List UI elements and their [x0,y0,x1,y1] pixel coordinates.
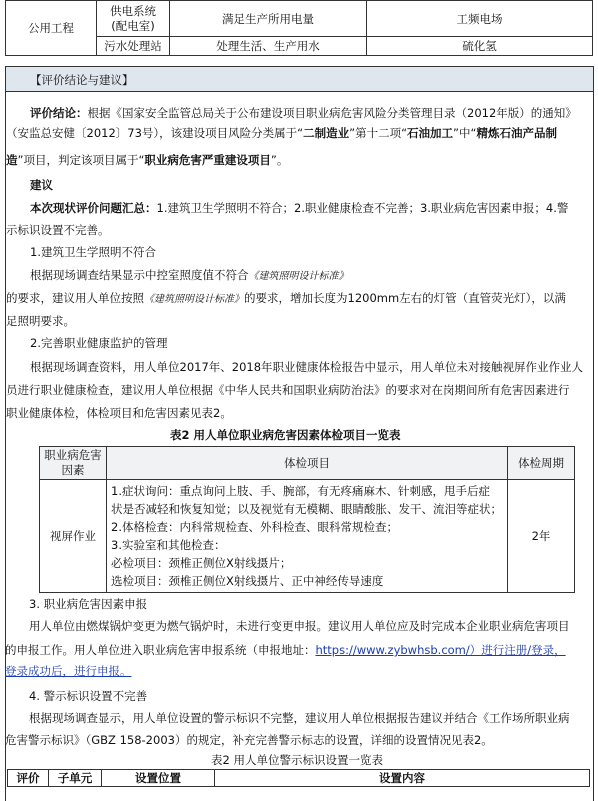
conclusion-line-3: 造”项目，判定该项目属于“职业病危害严重建设项目”。 [6,153,289,167]
item1-line-3: 足照明要求。 [6,314,75,328]
health-check-table [39,446,575,593]
item2-title: 2.完善职业健康监护的管理 [30,336,168,350]
conclusion-line-2: （安监总安健〔2012〕73号），该建设项目风险分类属于“二制造业”第十二项“石油加工”中“精炼石油产品制 [6,126,557,140]
advice-heading: 建议 [30,178,53,192]
item3-title: 3. 职业病危害因素申报 [29,597,148,611]
item1-line-2: 的要求，建议用人单位按照《建筑照明设计标准》的要求，增加长度为1200mm左右的灯管（直管荧光灯），以满 [6,291,566,305]
items-cell: 1.症状询问：重点询问上肢、手、腕部，有无疼痛麻木、针刺感，甩手后症 状是否减轻和恢复知觉；以及视觉有无模糊、眼睛酸胀、发干、流泪等症状； 2.体格检查：内科常规检查、外科检查、眼科常规检查； 3.实验室和其他检查： 必检项目：颈椎正侧位X射线摄片； 选检项目：颈椎正侧位X射线摄片、正中神经传导速度 [107,480,508,593]
category-cell: 公用工程 [6,1,97,56]
purpose-cell: 处理生活、生产用水 [170,37,367,56]
purpose-cell: 满足生产所用电量 [170,1,367,37]
item3-line-1: 用人单位由燃煤锅炉变更为燃气锅炉时，未进行变更申报。建议用人单位应及时完成本企业职业病危害项目 [29,619,570,633]
hazard-cell: 硫化氢 [367,37,593,56]
cycle-cell: 2年 [508,480,575,593]
header-content: 设置内容 [215,770,590,787]
header-subunit: 子单元 [49,770,102,787]
item4-title: 4. 警示标识设置不完善 [29,689,148,703]
equipment-table [5,0,593,56]
item2-line-2: 员进行职业健康检查，建议用人单位根据《中华人民共和国职业病防治法》的要求对在岗期间所有危害因素进行 [6,383,570,397]
header-items: 体检项目 [107,447,508,480]
item4-line-1: 根据现场调查显示，用人单位设置的警示标识不完整，建议用人单位根据报告建议并结合《工作场所职业病 [29,711,570,725]
item1-line-1: 根据现场调查结果显示中控室照度值不符合《建筑照明设计标准》 [30,268,349,282]
factor-cell: 视屏作业 [40,480,107,593]
item2-line-3: 职业健康体检，体检项目和危害因素见表2。 [6,406,232,420]
header-cycle: 体检周期 [508,447,575,480]
item2-line-1: 根据现场调查资料，用人单位2017年、2018年职业健康体检报告中显示，用人单位未对接触视屏作业作业人 [30,360,584,374]
document-page [5,0,593,800]
hazard-cell: 工频电场 [367,1,593,37]
conclusion-line-1: 评价结论：根据《国家安全监管总局关于公布建设项目职业病危害风险分类管理目录（2012年版）的通知》 [30,106,577,120]
summary-line-1: 本次现状评价问题汇总：1.建筑卫生学照明不符合；2.职业健康检查不完善；3.职业病危害因素申报；4.警 [30,201,569,215]
table3-caption: 表2 用人单位警示标识设置一览表 [211,753,383,767]
item4-line-2: 危害警示标识》（GBZ 158-2003）的规定，补充完善警示标志的设置，详细的设置情况见表2。 [5,733,493,747]
table2-caption: 表2 用人单位职业病危害因素体检项目一览表 [170,428,401,442]
header-evaluation: 评价 [8,770,49,787]
header-location: 设置位置 [102,770,215,787]
header-factor: 职业病危害因素 [40,447,107,480]
summary-line-2: 示标识设置不完善。 [6,223,110,237]
item1-title: 1.建筑卫生学照明不符合 [30,245,156,259]
section-header [6,67,593,92]
item3-line-3 [5,663,132,679]
declaration-link[interactable]: https://www.zybwhsb.com/）进行注册/登录， [315,643,566,657]
section-title: 【评价结论与建议】 [30,73,134,87]
item3-line-2: 的申报工作。用人单位进入职业病危害申报系统（申报地址：https://www.zybwhsb.com/）进行注册/登录， [5,643,566,657]
subsystem-cell: 供电系统 (配电室) [97,1,170,37]
warning-sign-table [7,769,590,787]
declaration-link-cont[interactable]: 登录成功后，进行申报。 [5,664,132,678]
subsystem-cell: 污水处理站 [97,37,170,56]
